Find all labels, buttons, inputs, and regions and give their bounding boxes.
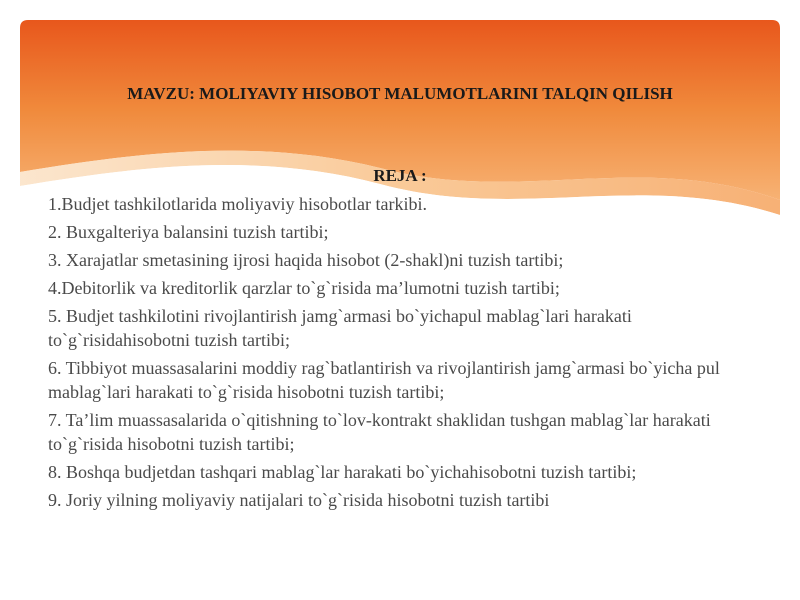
plan-item-4: 4.Debitorlik va kreditorlik qarzlar to`g`risida ma’lumotni tuzish tartibi; [48, 278, 560, 298]
orange-wave-banner [0, 0, 800, 220]
plan-item-9: 9. Joriy yilning moliyaviy natijalari to`g`risida hisobotni tuzish tartibi [48, 490, 550, 510]
plan-item-5: 5. Budjet tashkilotini rivojlantirish jamg`armasi bo`yichapul mablag`lari harakati to`g`risidahisobotni tuzish tartibi; [48, 306, 632, 350]
plan-item-3: 3. Xarajatlar smetasining ijrosi haqida hisobot (2-shakl)ni tuzish tartibi; [48, 250, 564, 270]
slide-title: MAVZU: MOLIYAVIY HISOBOT MALUMOTLARINI TALQIN QILISH [127, 84, 673, 103]
plan-heading: REJA : [373, 166, 427, 185]
plan-item-8: 8. Boshqa budjetdan tashqari mablag`lar harakati bo`yichahisobotni tuzish tartibi; [48, 462, 637, 482]
plan-item-7: 7. Ta’lim muassasalarida o`qitishning to`lov-kontrakt shaklidan tushgan mablag`lar harakati to`g`risida hisobotni tuzish tartibi; [48, 410, 711, 454]
plan-item-6: 6. Tibbiyot muassasalarini moddiy rag`batlantirish va rivojlantirish jamg`armasi bo`yicha pul mablag`lari harakati to`g`risida hisobotni tuzish tartibi; [48, 358, 720, 402]
plan-item-1: 1.Budjet tashkilotlarida moliyaviy hisobotlar tarkibi. [48, 194, 427, 214]
plan-item-2: 2. Buxgalteriya balansini tuzish tartibi; [48, 222, 329, 242]
plan-list [48, 192, 748, 516]
